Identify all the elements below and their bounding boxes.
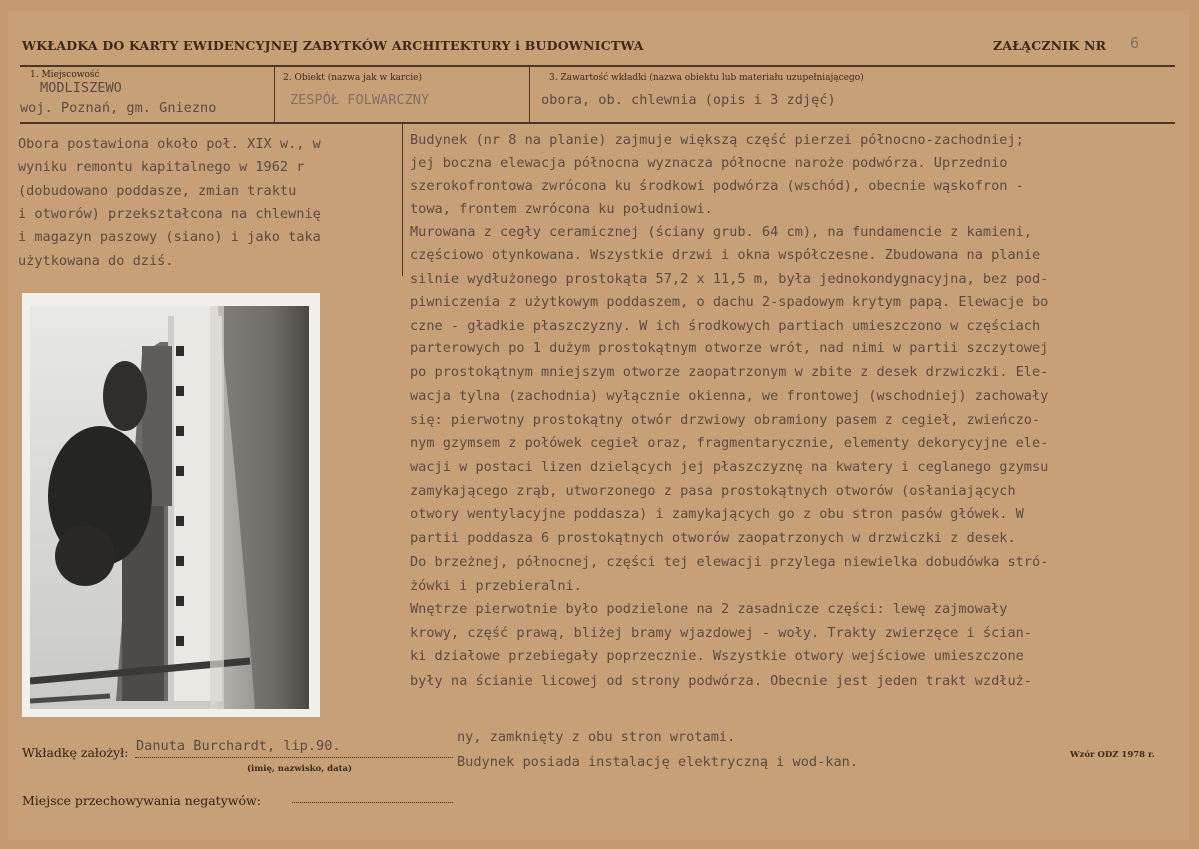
history-line: wyniku remontu kapitalnego w 1962 r xyxy=(18,159,305,176)
history-line: i otworów) przekształcona na chlewnię xyxy=(18,205,321,222)
author-value: Danuta Burchardt, lip.90. xyxy=(136,738,341,754)
description-line: zamykającego zrąb, utworzonego z pasa prostokątnych otworów (osłaniających xyxy=(410,483,1016,499)
description-line: Murowana z cegły ceramicznej (ściany grub. 64 cm), na fundamencie z kamieni, xyxy=(410,224,1032,240)
place-label: 1. Miejscowość xyxy=(30,70,100,80)
description-line: nym gzymsem z połówek cegieł oraz, fragmentarycznie, elementy dekorycyjne ele- xyxy=(410,435,1049,451)
form-title: WKŁADKA DO KARTY EWIDENCYJNEJ ZABYTKÓW ARCHITEKTURY i BUDOWNICTWA xyxy=(22,38,644,53)
description-line: ny, zamknięty z obu stron wrotami. xyxy=(457,729,736,745)
description-line: otwory wentylacyjne poddasza) i zamykających go z obu stron pasów główek. W xyxy=(410,506,1024,522)
description-line: silnie wydłużonego prostokąta 57,2 x 11,5 m, była jednokondygnacyjna, bez pod- xyxy=(410,271,1049,287)
description-line: po prostokątnym mniejszym otworze zaopatrzonym w zbite z desek drzwiczki. Ele- xyxy=(410,364,1049,380)
field-divider-2 xyxy=(529,66,530,122)
description-line: wacja tylna (zachodnia) wyłącznie okienna, we frontowej (wschodniej) zachowały xyxy=(410,388,1049,404)
building-photo xyxy=(30,306,309,709)
place-value: MODLISZEWO xyxy=(40,80,122,96)
author-hint: (imię, nazwisko, data) xyxy=(247,764,353,774)
description-line: Budynek posiada instalację elektryczną i wod-kan. xyxy=(457,754,859,770)
description-line: częściowo otynkowana. Wszystkie drzwi i okna współczesne. Zbudowana na planie xyxy=(410,247,1041,263)
description-line: partii poddasza 6 prostokątnych otworów zaopatrzonych w drzwiczki z desek. xyxy=(410,530,1016,546)
fields-rule xyxy=(20,122,1175,124)
history-line: użytkowana do dziś. xyxy=(18,252,174,269)
description-line: wacji w postaci lizen dzielących jej płaszczyznę na kwatery i ceglanego gzymsu xyxy=(410,459,1049,475)
description-line: czne - gładkie płaszczyzny. W ich środkowych partiach umieszczono w częściach xyxy=(410,318,1041,334)
description-line: były na ścianie licowej od strony podwórza. Obecnie jest jeden trakt wzdłuż- xyxy=(410,673,1032,689)
description-line: się: pierwotny prostokątny otwór drzwiowy obramiony pasem z cegieł, zwieńczo- xyxy=(410,412,1041,428)
author-label: Wkładkę założył: xyxy=(22,745,129,760)
description-line: Budynek (nr 8 na planie) zajmuje większą część pierzei północno-zachodniej; xyxy=(410,132,1024,148)
history-line: Obora postawiona około poł. XIX w., w xyxy=(18,136,321,152)
description-line: piwniczenia z użytkowym poddaszem, o dachu 2-spadowym krytym papą. Elewacje bo xyxy=(410,294,1049,310)
description-line: żówki i przebieralni. xyxy=(410,578,582,594)
object-value: ZESPÓŁ FOLWARCZNY xyxy=(290,92,430,108)
field-divider-1 xyxy=(274,66,275,122)
author-underline xyxy=(135,757,453,758)
description-line: krowy, część prawą, bliżej bramy wjazdowej - woły. Trakty zwierzęce i ścian- xyxy=(410,625,1032,641)
annex-label: ZAŁĄCZNIK NR xyxy=(993,38,1107,53)
place-region: woj. Poznań, gm. Gniezno xyxy=(20,100,217,116)
text-divider xyxy=(402,124,403,276)
top-rule xyxy=(20,65,1175,67)
negatives-label: Miejsce przechowywania negatywów: xyxy=(22,793,261,808)
annex-number: 6 xyxy=(1130,34,1140,52)
description-line: szerokofrontowa zwrócona ku środkowi podwórza (wschód), obecnie wąskofron - xyxy=(410,178,1024,194)
negatives-underline xyxy=(292,802,453,803)
form-code: Wzór ODZ 1978 r. xyxy=(1070,750,1155,760)
description-line: ki działowe przebiegały poprzecznie. Wszystkie otwory wejściowe umieszczone xyxy=(410,648,1024,664)
description-line: parterowych po 1 dużym prostokątnym otworze wrót, nad nimi w partii szczytowej xyxy=(410,340,1049,356)
content-label: 3. Zawartość wkładki (nazwa obiektu lub materiału uzupełniającego) xyxy=(549,73,864,83)
description-line: Do brzeżnej, północnej, części tej elewacji przylega niewielka dobudówka stró- xyxy=(410,554,1049,570)
description-line: towa, frontem zwrócona ku południowi. xyxy=(410,201,713,217)
building-photo-image xyxy=(30,306,309,709)
description-line: Wnętrze pierwotnie było podzielone na 2 zasadnicze części: lewę zajmowały xyxy=(410,601,1008,617)
description-line: jej boczna elewacja północna wyznacza północne naroże podwórza. Uprzednio xyxy=(410,155,1008,171)
history-line: i magazyn paszowy (siano) i jako taka xyxy=(18,229,321,246)
history-line: (dobudowano poddasze, zmian traktu xyxy=(18,182,297,199)
object-label: 2. Obiekt (nazwa jak w karcie) xyxy=(283,73,422,83)
content-value: obora, ob. chlewnia (opis i 3 zdjęć) xyxy=(541,92,836,108)
